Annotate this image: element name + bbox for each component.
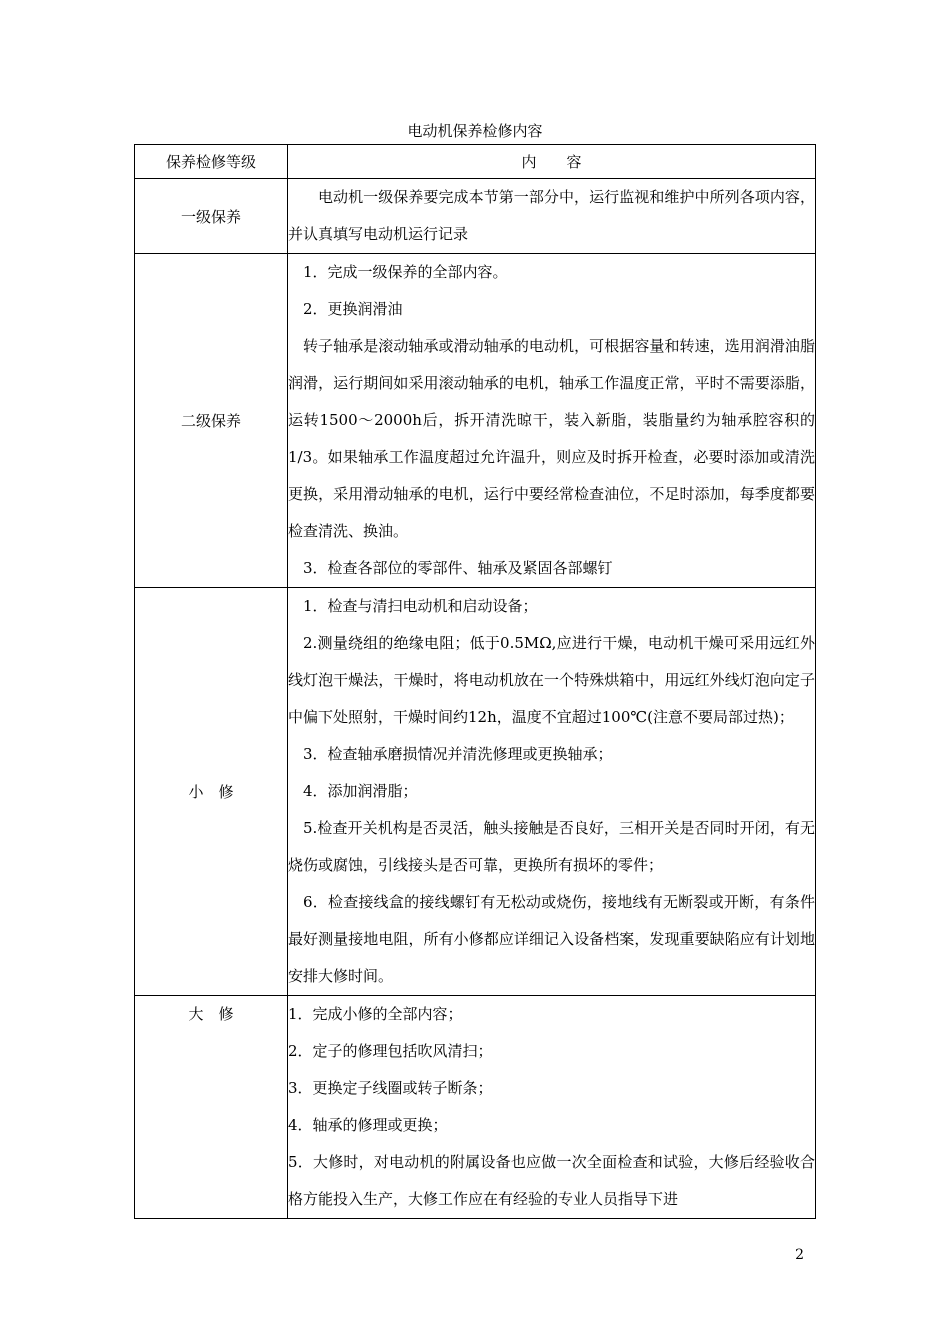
table-row (135, 588, 816, 996)
level-cell: 大 修 (135, 996, 288, 1219)
content-paragraph: 1．完成一级保养的全部内容。 (303, 263, 508, 281)
content-paragraph: 1．检查与清扫电动机和启动设备； (303, 597, 538, 615)
content-paragraph: 2．更换润滑油 (303, 300, 403, 318)
content-paragraph: 2.测量绕组的绝缘电阻；低于0.5MΩ,应进行干燥，电动机干燥可采用远红外线灯泡干燥法，干燥时，将电动机放在一个特殊烘箱中，用远红外线灯泡向定子中偏下处照射，干燥时间约12h，温度不宜超过100℃(注意不要局部过热)； (288, 634, 815, 726)
content-paragraph: 4．添加润滑脂； (303, 782, 418, 800)
header-level: 保养检修等级 (135, 145, 288, 179)
content-paragraph: 2．定子的修理包括吹风清扫； (288, 1042, 493, 1060)
table-row (135, 996, 816, 1219)
content-cell (288, 179, 816, 254)
content-paragraph: 3．更换定子线圈或转子断条； (288, 1079, 493, 1097)
table-caption: 电动机保养检修内容 (407, 122, 543, 140)
content-cell (288, 254, 816, 588)
content-cell (288, 588, 816, 996)
table-header-row (135, 145, 816, 179)
maintenance-table (134, 144, 816, 1219)
content-paragraph: 5．大修时，对电动机的附属设备也应做一次全面检查和试验，大修后经验收合格方能投入生产，大修工作应在有经验的专业人员指导下进 (288, 1153, 815, 1208)
content-paragraph: 5.检查开关机构是否灵活，触头接触是否良好，三相开关是否同时开闭，有无烧伤或腐蚀，引线接头是否可靠，更换所有损坏的零件； (288, 819, 815, 874)
content-paragraph: 3．检查各部位的零部件、轴承及紧固各部螺钉 (303, 559, 613, 577)
content-cell (288, 996, 816, 1219)
content-paragraph: 电动机一级保养要完成本节第一部分中，运行监视和维护中所列各项内容，并认真填写电动机运行记录 (288, 188, 815, 243)
level-cell: 小 修 (135, 588, 288, 996)
content-paragraph: 1．完成小修的全部内容； (288, 1005, 463, 1023)
level-cell: 一级保养 (135, 179, 288, 254)
table-row (135, 254, 816, 588)
level-cell: 二级保养 (135, 254, 288, 588)
content-paragraph: 转子轴承是滚动轴承或滑动轴承的电动机，可根据容量和转速，选用润滑油脂润滑，运行期间如采用滚动轴承的电机，轴承工作温度正常，平时不需要添脂，运转1500～2000h后，拆开清洗晾干，装入新脂，装脂量约为轴承腔容积的1/3。如果轴承工作温度超过允许温升，则应及时拆开检查，必要时添加或清洗更换，采用滑动轴承的电机，运行中要经常检查油位，不足时添加，每季度都要检查清洗、换油。 (288, 337, 815, 540)
content-paragraph: 6．检查接线盒的接线螺钉有无松动或烧伤，接地线有无断裂或开断，有条件最好测量接地电阻，所有小修都应详细记入设备档案，发现重要缺陷应有计划地安排大修时间。 (288, 893, 815, 985)
table-row (135, 179, 816, 254)
content-paragraph: 4．轴承的修理或更换； (288, 1116, 448, 1134)
content-paragraph: 3．检查轴承磨损情况并清洗修理或更换轴承； (303, 745, 613, 763)
page-number: 2 (795, 1247, 804, 1263)
header-content: 内 容 (288, 145, 816, 179)
